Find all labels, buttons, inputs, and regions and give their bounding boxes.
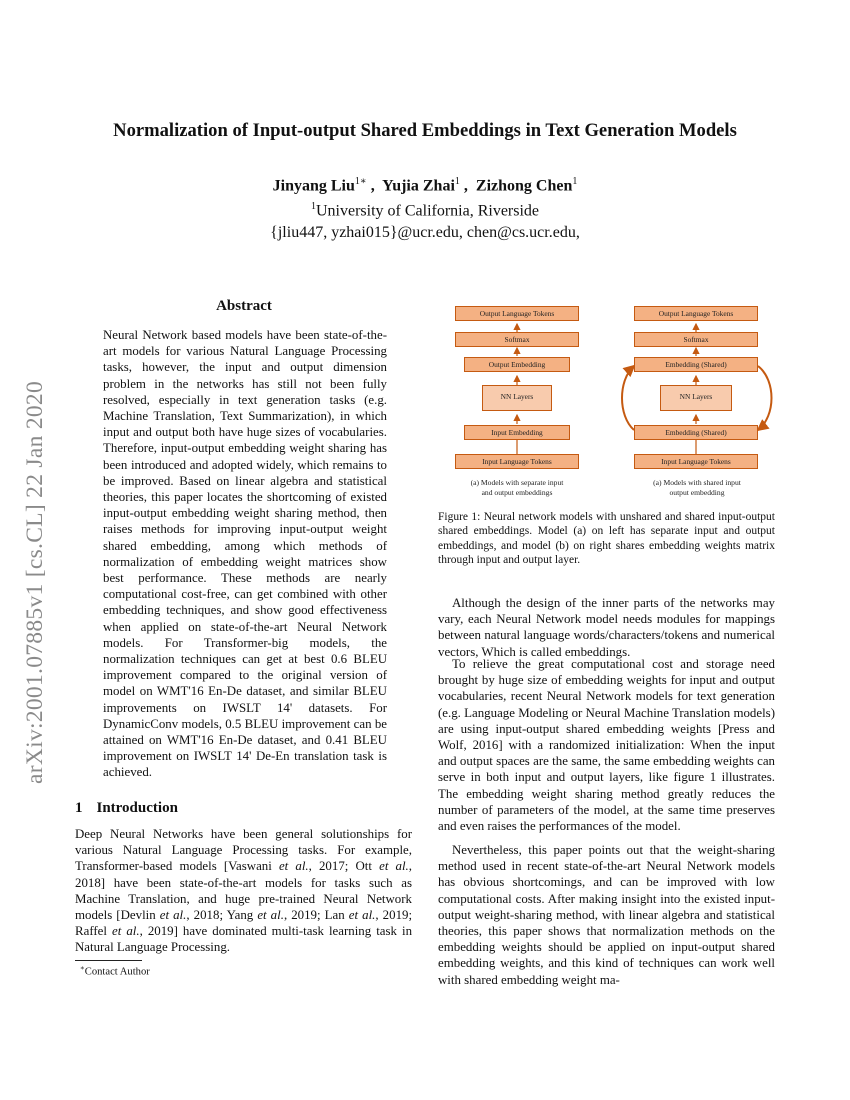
right-input-tokens-box: Input Language Tokens — [634, 454, 758, 469]
author-mark: 1 — [454, 176, 460, 187]
left-output-embedding-box: Output Embedding — [464, 357, 570, 372]
author-mark: 1∗ — [354, 176, 367, 187]
footnote-text: Contact Author — [84, 966, 150, 978]
section-number: 1 — [75, 800, 83, 816]
author-mark: 1 — [572, 176, 578, 187]
left-subcaption — [438, 478, 596, 498]
body-paragraph: Nevertheless, this paper points out that the weight-sharing method used in recent state-of-the-art Neural Network models has obvious shortcomings, and can be improved with low computational costs. After making insight into the existed input-output weight-sharing method, with linear algebra and statistical theories, this paper shows that normalization methods on the embedding weights should be applied on input-output shared embedding weights, and this kind of techniques can work well with shared embedding weight ma- — [438, 843, 775, 987]
right-shared-embedding-top-box: Embedding (Shared) — [634, 357, 758, 372]
section-heading — [75, 800, 178, 817]
right-nn-layers-box: NN Layers — [660, 385, 732, 411]
affiliation-mark: 1 — [310, 201, 316, 212]
author-emails: {jliu447, yzhai015}@ucr.edu, chen@cs.ucr.edu, — [270, 224, 580, 241]
abstract-body: Neural Network based models have been state-of-the-art models for various Natural Language Processing tasks, however, the input and output dimension problem in the networks has still not been fully resolved, especially in text generation tasks (e.g. Machine Translation, Text Summarization), in which input and output both have huge sizes of vocabularies. Therefore, input-output embedding weight sharing has been introduced and adopted widely, which remains to be improved. Based on linear algebra and statistical theories, this paper locates the shortcoming of existed input-output embedding weight sharing method, then raises methods for improving input-output weight shared embedding, among which methods of normalization of embedding weight matrices show best performance. These methods are nearly computational cost-free, can get combined with other embedding techniques, and show good effectiveness when applied on state-of-the-art Neural Network models. For Transformer-big models, the normalization techniques can get at best 0.6 BLEU improvement compared to the original version of model on WMT'16 En-De dataset, and similar BLEU improvements on IWSLT 14' datasets. For DynamicConv models, 0.5 BLEU improvement can be attained on WMT'16 En-De dataset, and 0.41 BLEU improvement on IWSLT 14' De-En translation task is achieved. — [103, 328, 387, 780]
arxiv-stamp-text: arXiv:2001.07885v1 [cs.CL] 22 Jan 2020 — [22, 380, 48, 784]
right-output-tokens-box: Output Language Tokens — [634, 306, 758, 321]
figure-1 — [438, 298, 778, 498]
affiliation — [0, 201, 850, 220]
section-title: Introduction — [96, 800, 178, 816]
right-shared-embedding-bottom-box: Embedding (Shared) — [634, 425, 758, 440]
arxiv-stamp — [22, 294, 52, 784]
right-subcaption-line: output embedding — [669, 488, 725, 497]
right-softmax-box: Softmax — [634, 332, 758, 347]
intro-paragraph: Deep Neural Networks have been general solutionships for various Natural Language Processing tasks. For example, Transformer-based models [Vaswani et al., 2017; Ott et al., 2018] have been state-of-the-art models for tasks such as Machine Translation, and huge pre-trained Neural Network models [Devlin et al., 2018; Yang et al., 2019; Lan et al., 2019; Raffel et al., 2019] have dominated multi-task learning task in Natural Language Processing. — [75, 827, 413, 955]
footnote-rule — [75, 960, 142, 961]
body-paragraph: To relieve the great computational cost and storage need brought by huge size of embedding weights for input and output vocabularies, recent Neural Network models for text generation (e.g. Language Modeling or Neural Machine Translation models) are using input-output shared embedding weights [Press and Wolf, 2016] with a randomized initialization: When the input and output spaces are the same, the same embedding weights can serve in both input and output layers, like figure 1 illustrates. The embedding weight sharing method greatly reduces the number of parameters of the model, at the same time preserves and even raises the performances of the model. — [438, 657, 775, 834]
right-subcaption-line: (a) Models with shared input — [653, 478, 741, 487]
figure-caption: Figure 1: Neural network models with unshared and shared input-output shared embeddings. Model (a) on left has separate input and output embeddings, and model (b) on right shares embedding weights matrix through input and output layer. — [438, 511, 775, 567]
author-name: Zizhong Chen — [475, 177, 573, 195]
footnote-mark: ∗ — [80, 964, 85, 972]
left-softmax-box: Softmax — [455, 332, 579, 347]
author-name: Yujia Zhai — [382, 177, 455, 195]
author-list: Jinyang Liu$^{1∗}$ , Yujia Zhai$^1$ , Zizhong Chen$^1$ — [272, 176, 578, 195]
footnote — [80, 964, 150, 978]
shared-weight-curve-right — [758, 366, 772, 430]
left-subcaption-line: and output embeddings — [481, 488, 553, 497]
left-input-tokens-box: Input Language Tokens — [455, 454, 579, 469]
author-name: Jinyang Liu — [272, 177, 355, 195]
left-input-embedding-box: Input Embedding — [464, 425, 570, 440]
affiliation-text: University of California, Riverside — [315, 202, 540, 220]
left-nn-layers-box: NN Layers — [482, 385, 552, 411]
abstract-heading: Abstract — [216, 298, 272, 314]
paper-title: Normalization of Input-output Shared Embeddings in Text Generation Models — [113, 120, 737, 141]
body-paragraph: Although the design of the inner parts of the networks may vary, each Neural Network model needs modules for mappings between natural language words/characters/tokens and numerical vectors, Which is called embeddings. — [438, 596, 775, 659]
right-subcaption — [618, 478, 776, 498]
left-output-tokens-box: Output Language Tokens — [455, 306, 579, 321]
shared-weight-curve-left — [622, 366, 634, 430]
left-subcaption-line: (a) Models with separate input — [470, 478, 564, 487]
